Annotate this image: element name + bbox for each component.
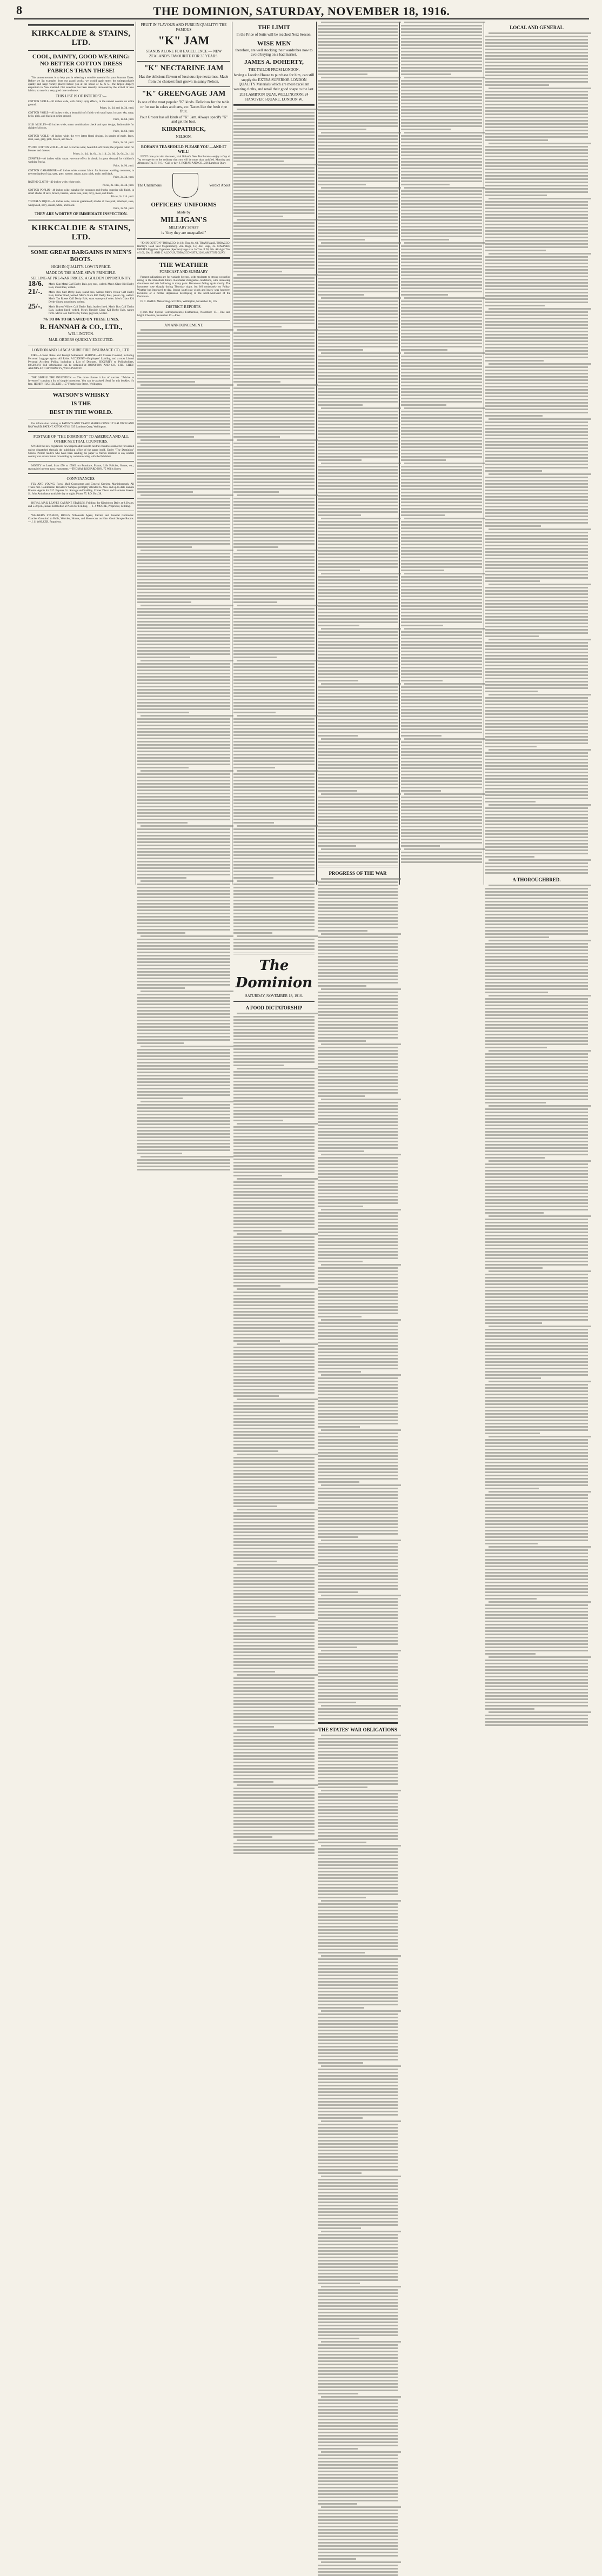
doherty-address: 203 LAMBTON QUAY, WELLINGTON; 24 HANOVER SQUARE, LONDON W.: [239, 92, 309, 102]
walkers-ad: WALKER'S STABLES, BULLS, Wholesale Agent, Carrier, and General Contractor. Coaches Greatford to Bulls, Vehicles, Horses, and Motor-cars on Hire. Good Sample Rooms. — J. S. WALKER, Proprietor.: [28, 514, 134, 524]
divider: [233, 953, 315, 954]
greengage-title: "K" GREENGAGE JAM: [142, 90, 226, 98]
k-jam-text: STANDS ALONE FOR EXCELLENCE — NEW ZEALAND'S FAVOURITE FOR 35 YEARS.: [145, 49, 222, 58]
divider: [28, 498, 134, 499]
fabric-item: [28, 189, 134, 198]
boot-desc: Men's Box Calf Derby Bals, round toes, welted. Men's Velour Calf Derby Bals, leather lined, welted. Men's Glace Kid Derby Bals, patent cap, welted. Men's Tan Russet Calf Derby Bals, stout waterproof soles. Men's Glace Kid Derby Shoes, round toes, welted.: [49, 290, 134, 304]
column-rule: [316, 22, 317, 885]
divider: [137, 86, 230, 87]
nameplate: The Dominion: [235, 958, 313, 991]
fabric-item-price: Prices, 2s. 11d., 3s. 3d. yard.: [102, 184, 134, 188]
fabric-item-name: TOOTAL'S PIQUE—44 inches wide; colours guaranteed; shades of rose pink, amethyst, saxe, wedgwood, navy, cream, white, and black.: [28, 200, 134, 207]
boot-desc: Men's Gun Metal Calf Derby Bals, peg toes, welted. Men's Glace Kid Derby Bals, round toes, welted.: [49, 282, 134, 289]
fabric-item: [28, 200, 134, 210]
inventors-ad: THE SIMPLE THE INVENTION — The more chance it has of success. "Advice to Inventors" contains a list of simple inventions. You can be assisted. Send for this booklet; it's free. HENRY HUGHES, LTD., 157 Featherston Street, Wellington.: [28, 376, 134, 386]
boot-row: [28, 287, 134, 304]
local-body-2: [485, 885, 588, 1726]
thoroughbred-title: A THOROUGHBRED.: [512, 877, 561, 882]
weather-sub: FORECAST AND SUMMARY: [159, 270, 208, 275]
fabric-item: [28, 180, 134, 187]
announcement-title: AN ANNOUNCEMENT.: [164, 323, 203, 328]
dateline: SATURDAY, NOVEMBER 18, 1916.: [245, 994, 303, 998]
doherty-sub: THE TAILOR FROM LONDON,: [248, 67, 300, 72]
column-1: [28, 22, 134, 885]
verdict-right: Verdict About: [209, 183, 230, 188]
postage-title: POSTAGE OF "THE DOMINION" TO AMERICA AND ALL OTHER NEUTRAL COUNTRIES.: [33, 434, 129, 444]
made-by: Made by: [177, 210, 191, 215]
money-ad: MONEY to Lend, from £50 to £5000 on Furniture, Pianos, Life Policies, Shares, etc.; reasonable interest; easy repayments.—THOMAS RICHARDSON, 75 Willis Street.: [28, 464, 134, 471]
whisky-is: IS THE: [71, 400, 91, 407]
fabric-item: [28, 169, 134, 179]
article-body: [233, 1013, 315, 1854]
boot-desc: Men's Brown Willow Calf Derby Bals, leather lined. Men's Box Calf Derby Bals, leather lined, welted. Men's Flexible Glace Kid Derby Bals, nature form. Men's Box Calf Derby Shoes, peg toes, welted.: [49, 305, 134, 316]
boots-firm: R. HANNAH & CO., LTD.,: [39, 323, 123, 331]
milligan: MILLIGAN'S: [160, 216, 207, 224]
divider: [137, 238, 230, 239]
military-staff: MILITARY STAFF: [169, 225, 199, 230]
fabric-item-price: Price, 2s. 3d. yard.: [113, 175, 134, 179]
jam-top: FRUIT IN FLAVOUR AND PURE IN QUALITY! THE FAMOUS: [141, 23, 227, 32]
whisky-best: BEST IN THE WORLD.: [49, 409, 113, 416]
boots-made: MADE ON THE HAND-SEWN PRINCIPLE.: [45, 270, 117, 275]
article-title: A FOOD DICTATORSHIP: [245, 1005, 303, 1011]
states-body: [318, 1735, 398, 2576]
divider: [318, 1722, 398, 1724]
weather-title: THE WEATHER: [159, 261, 208, 269]
divider: [233, 1001, 315, 1002]
divider: [28, 50, 134, 51]
masthead: [14, 2, 589, 19]
boots-sub: HIGH IN QUALITY. LOW IN PRICE.: [51, 265, 111, 270]
divider: [28, 219, 134, 220]
weather-body: Present indications are for variable breezes, with moderate to strong westerlies ruling in the immediate future. Barometer changeable conditions, with increasing cloudiness and rain following in many parts. Barometer falling again shortly. The barometer rose sharply during Thursday night, but fell moderately on Friday. Weather has improved to-day. Strong south-east winds and heavy seas however. Evidence of a further depression developing in the north-westward of the Dominion.: [137, 275, 230, 299]
progress-body: [318, 878, 398, 1719]
nectarine-title: "K" NECTARINE JAM: [144, 64, 224, 72]
whisky-title: WATSON'S WHISKY: [52, 392, 110, 399]
postage-body: UNDER the new regulations newspapers addressed to neutral countries cannot be forwarded unless dispatched through the publishing office of the paper itself. Under "The Dominion" Special Permit readers who have been sending the paper to friends resident in any neutral country can secure future forwarding by communicating with the Publisher.: [28, 445, 134, 458]
fabric-list: [28, 100, 134, 210]
fabric-item: [28, 100, 134, 110]
jam-note: Your Grocer has all kinds of "K" Jam. Always specify "K" and get the best.: [139, 115, 228, 124]
tobacco-ad: "JOHN COTTON" TOBACCO, in 1lb. Tins, 8s. 6d. TRANSVAAL TOBACCO, Hartley's Lead Seal Magaliesberg. 2oz. Bags, 1s.; 4oz. Bags, 2s. MASPERO FRERES Egyptian Cigarettes (Specials) large size. In Tins of 50, 10s. Air-tight Tins of 100, 20s. G. AND C. ALDOUS, TOBACCONISTS, 226 LAMBTON QUAY.: [137, 241, 230, 255]
nelson: NELSON.: [176, 134, 192, 139]
limit-body: In the Price of Suits will be reached Next Season.: [236, 32, 312, 37]
tea-body: NEXT time you visit the town, visit Rohan's New Tea Rooms—enjoy a Cup of Tea so superior to the ordinary that you will be more than satisfied. Morning and Afternoon Tea. H. P. S.—Call to-day. J. ROHAN AND CO., 226 Lambton Quay.: [137, 155, 230, 165]
divider: [28, 24, 134, 26]
insurance-title: LONDON AND LANCASHIRE FIRE INSURANCE CO., LTD.: [31, 348, 131, 353]
announcement-body: [137, 329, 230, 1170]
fabric-item-price: Prices, 2s. 11d. yard.: [111, 195, 134, 199]
boot-price: 25/-.: [28, 303, 43, 311]
fabric-item-name: COTTON POPLIN—40 inches wide; suitable for costumes and frocks; superior silk finish, in smart shades of saxe, brown, tussore, vieux rose, pink, navy, mole, and black.: [28, 189, 134, 196]
fabric-item: [28, 146, 134, 156]
verdict-left: The Unanimous: [137, 183, 162, 188]
fabric-item-name: COTTON VOILE—30 inches wide, with dainty sprig effects, in the newest colours on white ground.: [28, 99, 134, 107]
fabric-item-price: Prices, 1s. 1d., 1s. 6d., 1s. 11d., 2s. 6d., 2s. 6d., 2s. 11d.: [72, 152, 134, 156]
royal-mail-ad: ROYAL MAIL LEAVES CARRINE STABLES, Feilding, for Kimbolton Daily at 9.30 a.m. and 5.30 p.m., leaves Kimbolton at Noon for Feilding. — J. J. MOORE, Proprietor, Feilding.: [28, 501, 134, 508]
states-title: THE STATES' WAR OBLIGATIONS: [318, 1727, 397, 1732]
insurance-body: FIRE—Lowest Rates and Prompt Settlement. MARINE—All Classes Covered, including Personal Luggage against All Risks. ACCIDENT—Employers' Liability, and a most Liberal Personal Accident Policy, including a List of Diseases. SECURITY to Policyholders, £8,549,470. Full information can be obtained at JOHNSTON AND CO., LTD., CHIEF AGENTS AND ATTORNEYS, WELLINGTON.: [28, 353, 134, 370]
fabric-item: [28, 111, 134, 121]
fabric-item: [28, 123, 134, 133]
fabric-item-price: Price, 1s. 6d. yard.: [113, 129, 134, 133]
fabric-item-name: COTTON VOILE—40 inches wide, the very latest floral designs, in shades of mole, fawn, drab, saxe, grey, pink, brown, and black.: [28, 134, 134, 141]
boots-headline: SOME GREAT BARGAINS IN MEN'S BOOTS.: [30, 249, 132, 263]
local-title: LOCAL AND GENERAL: [510, 25, 564, 30]
kirkpatrick: KIRKPATRICK,: [162, 125, 206, 132]
fabric-item-price: Prices, 1s. 2d. and 1s. 3d. yard.: [99, 106, 134, 110]
doherty-body: having a London House to purchase for him, can still supply the EXTRA SUPERIOR LONDON QUALITY Materials which are most excellent wearing cloths, and retail their good shape to the last.: [233, 73, 315, 91]
fabric-item-name: ZEPHYRS—40 inches wide; smart two-tone effect in check; in great demand for children's washing frocks.: [28, 157, 134, 164]
fabric-item-name: SILK MUSLIN—40 inches wide; smart combination check and spot design; fashionable for children's frocks.: [28, 123, 134, 130]
fabric-item-name: COTTON VOILE—40 inches wide; a beautiful soft finish with small spot; in saxe, sky, navy, helio, pink, and black on white ground.: [28, 111, 134, 118]
page-number: 8: [16, 3, 22, 17]
crest-icon: [172, 173, 198, 198]
divider: [318, 866, 398, 867]
fabric-item: [28, 135, 134, 144]
fabric-item-price: Price, 1s. 6d. yard.: [113, 118, 134, 122]
fabric-item-name: RATINE CLOTH—40 inches wide; white only.: [28, 180, 81, 184]
kirkcaldie-footer: THEY ARE WORTHY OF IMMEDIATE INSPECTION.: [35, 211, 128, 216]
column-4: [318, 22, 398, 1732]
staff-sub: is "they they are unequalled.": [161, 231, 206, 236]
boots-selling: SELLING AT PRE-WAR PRICES. A GOLDEN OPPORTUNITY.: [30, 276, 131, 281]
divider: [137, 257, 230, 259]
divider: [137, 61, 230, 62]
uniforms-title: OFFICERS' UNIFORMS: [151, 202, 217, 209]
kirkcaldie-list-head: THIS LIST IS OF INTEREST:—: [55, 94, 107, 99]
fabric-item-name: COTTON GABARDINE—40 inches wide; correct fabric for Summer washing costumes; in newest shades of sky, saxe, grey, tussore, cream, navy, pink, mole, and black.: [28, 169, 134, 176]
column-3: [233, 22, 315, 1011]
boot-row: [28, 279, 134, 289]
fabric-item-price: Price, 2s. 3d. yard.: [113, 141, 134, 144]
kirkcaldie-intro: This announcement is to help you in selecting a suitable material for your Summer Dress. Before we list examples from our grand stocks, we would again stress the unimpeachable quality and large variety placed before you at the house of K. & S.—the largest drapery emporium in New Zealand. Our selection has been recently increased by the arrival of new fabrics, so now is a very good time to choose.: [28, 76, 134, 93]
district-title: DISTRICT REPORTS.: [166, 305, 202, 310]
fabric-item-name: WHITE COTTON VOILE—40 and 44 inches wide; beautiful soft finish; the popular fabric for blouses and dresses.: [28, 146, 134, 153]
district-body: (From Our Special Correspondents.) Featherston, November 17.—Fine and bright. Cheviots, November 17.—Fine.: [137, 310, 230, 317]
wise-body: therefore, are well stocking their wardrobes now to avoid buying on a bad market.: [235, 48, 313, 57]
patents-ad: For information relating to PATENTS AND TRADE MARKS CONSULT BALDWIN AND RAYWARD, PATENT ATTORNEYS, 335 Lambton Quay, Wellington.: [28, 422, 134, 429]
greengage-text: Is one of the most popular "K" kinds. Delicious for the table or for use in cakes and tarts, etc. Tastes like the fresh ripe fruit.: [138, 100, 230, 113]
column-6: [485, 22, 588, 885]
divider: [28, 431, 134, 432]
col5-text: [401, 22, 482, 863]
local-body: [485, 32, 588, 874]
boot-price: 21/-.: [28, 287, 43, 296]
divider: [28, 245, 134, 246]
boot-price: 18/6.: [28, 279, 44, 288]
tea-title: ROHAN'S TEA SHOULD PLEASE YOU —AND IT WILL!: [141, 145, 226, 154]
k-jam-title: "K" JAM: [158, 34, 210, 47]
column-rule: [399, 22, 400, 885]
limit-title: THE LIMIT: [258, 24, 290, 31]
col3-text-top: [233, 109, 315, 950]
masthead-title: THE DOMINION, SATURDAY, NOVEMBER 18, 1916.: [153, 4, 450, 18]
kirkcaldie-headline: COOL, DAINTY, GOOD WEARING: NO BETTER COTTON DRESS FABRICS THAN THESE!: [32, 53, 130, 74]
col4-text-top: [318, 22, 398, 863]
boots-list: [28, 279, 134, 316]
weather-sign: D. C. BATES. Meteorological Office, Wellington, November 17, 11h.: [141, 300, 218, 304]
progress-title: PROGRESS OF THE WAR: [329, 871, 387, 876]
nectarine-text: Has the delicious flavour of luscious ripe nectarines. Made from the choicest fruit grown in sunny Nelson.: [139, 75, 229, 84]
column-5: [401, 22, 482, 885]
boots-mail: MAIL ORDERS QUICKLY EXECUTED.: [49, 337, 113, 342]
fabric-item: [28, 157, 134, 167]
divider: [28, 473, 134, 474]
conveyances-title: CONVEYANCES.: [66, 477, 96, 481]
boots-town: WELLINGTON.: [68, 332, 94, 337]
fabric-item-price: Price, 2s. 9d. yard.: [113, 206, 134, 210]
fabric-item-price: Price, 1s. 9d. yard.: [113, 164, 134, 168]
boot-row: [28, 305, 134, 315]
kirkcaldie-title: KIRKCALDIE & STAINS, LTD.: [31, 29, 131, 47]
doherty-title: JAMES A. DOHERTY,: [244, 58, 304, 65]
kirkcaldie-title-2: KIRKCALDIE & STAINS, LTD.: [31, 224, 131, 242]
conveyances-body: FLY AND YOUNG, Royal Mail Contractors and General Carriers, Martinborough. All Trains met. Commercial Travellers' Samples promptly attended to. New and up-to-date Sample Rooms. Agents for N.Z. Express Co. Storage and Stabling. Corner Dixon and Bannister Streets. St. John Ambulance available day or night. Phone 75. P.O. Box 38.: [28, 482, 134, 496]
divider: [233, 104, 315, 106]
wise-title: WISE MEN: [257, 39, 291, 47]
column-2: [137, 22, 230, 885]
boots-saving: 7/6 TO 8/6 TO BE SAVED ON THESE LINES.: [43, 317, 119, 322]
